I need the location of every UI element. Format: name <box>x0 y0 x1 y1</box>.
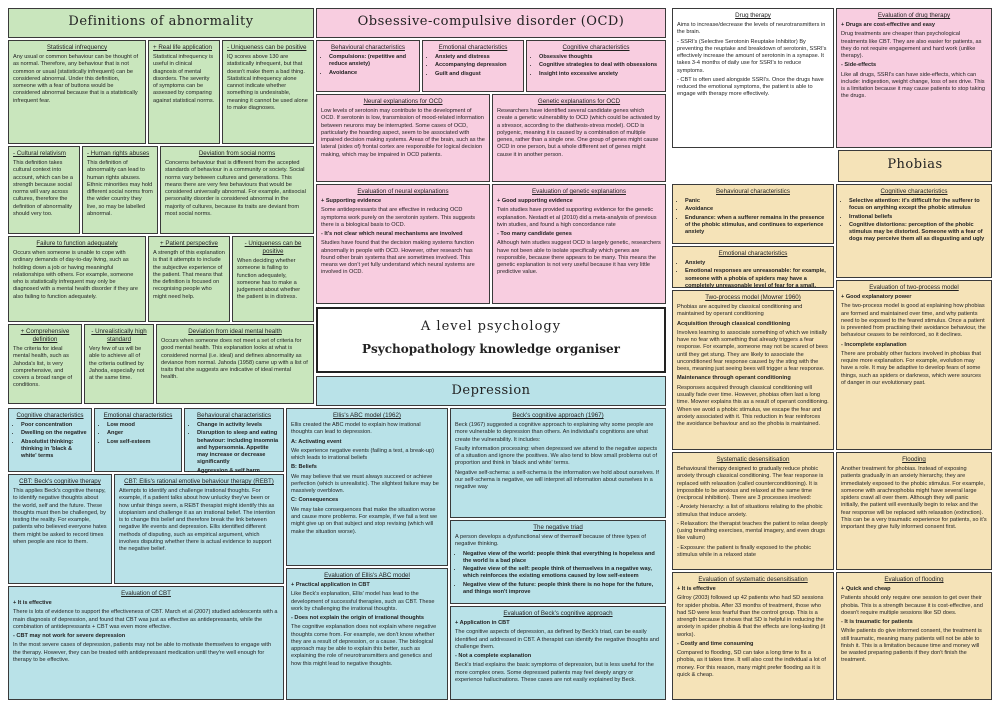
box-subheading: - Does not explain the origin of irrational thoughts <box>291 615 425 622</box>
box-subheading: + It is effective <box>677 586 716 593</box>
ellis-abc-box <box>286 408 448 566</box>
box-heading: + Comprehensive definition <box>20 328 70 344</box>
box-subheading: + Drugs are cost-effective and easy <box>841 22 936 29</box>
list-item: • Low self-esteem <box>107 439 177 446</box>
comprehensive-definition-box <box>8 324 82 404</box>
box-text: - Anxiety hierarchy: a list of situations relating to the phobic stimulus that induce anxiety. <box>677 504 823 518</box>
box-text: While patients do give informed consent, the treatment is still traumatic, meaning many patients will not be able to finish it. This is a limitation because time and money will be wasted preparing patients if they don't finish the treatment. <box>841 628 982 664</box>
ocd-emotional-box <box>422 40 524 92</box>
box-heading: Evaluation of CBT <box>121 590 171 597</box>
box-text: - Relaxation: the therapist teaches the patient to relax deeply (using breathing exercises, mental imagery, and even drugs like valium) <box>677 520 828 542</box>
list-item: • Selective attention: it's difficult for the sufferer to focus on anything except the phobic stimulus <box>849 198 987 213</box>
list-item: • Low mood <box>107 422 177 429</box>
eval-systematic-desensitisation-box <box>672 572 834 700</box>
box-text: - SSRI's (Selective Serotonin Reuptake Inhibitor) By preventing the reuptake and breakdown of serotonin, SSRI's effectively increase the amount of serotonin in a synapse. It takes 3-4 months of daily use for SSRI's to reduce symptoms. <box>677 38 827 74</box>
box-text: Any usual or common behaviour can be thought of as normal. Therefore, any behaviour that is not common or usual (statistically infrequent) can be considered abnormal. Under this definition, someone with a fear of buttons would be considered abnormal because that is a statistically infrequent fear. <box>13 54 139 104</box>
box-heading: Beck's cognitive approach (1967) <box>512 412 604 419</box>
box-text: The two-process model is good at explaining how phobias are formed and maintained over time, and why patients need to be exposed to the feared stimulus. Once a patient is prevented from practising their avoidance behaviour, the behaviour ceases to be reinforced, so it declines. <box>841 303 986 339</box>
box-subheading: - Side-effects <box>841 62 877 69</box>
box-text: The cognitive explanation does not explain where negative thoughts come from. For example, we don't know whether they are a result of depression, or a cause. The biological approach may be able to explain this better, such as explaining the role of neurotransmitters and genetics and how this might lead to negative thoughts. <box>291 624 437 667</box>
list-item: • Irrational beliefs <box>849 214 987 221</box>
eval-drug-therapy-box <box>836 8 992 148</box>
box-text: Faulty information processing: when depressed we attend to the negative aspects of a situation and ignore the positives. We also tend to blow small problems out of proportion and think in 'black and white' terms. <box>455 445 658 467</box>
box-heading: - Cultural relativism <box>13 150 66 157</box>
box-subheading: + Quick and cheap <box>841 586 891 593</box>
ocd-cognitive-box <box>526 40 666 92</box>
depression-emotional-box <box>94 408 182 472</box>
uniqueness-positive-box <box>222 40 314 144</box>
box-text: Involves learning to associate something of which we initially have no fear with something that already triggers a fear response. For example, someone may not be scared of bees until they get stung. They are likely to associate the unconditioned fear response caused by the sting with the bees, meaning just seeing bees will trigger a fear response. <box>677 329 828 373</box>
box-subheading: Acquisition through classical conditioning <box>677 320 791 327</box>
box-heading: Evaluation of genetic explanations <box>532 188 626 195</box>
box-heading: Evaluation of Ellis's ABC model <box>324 572 410 579</box>
uniqueness-positive-2-box <box>232 236 314 322</box>
box-text: Negative self-schema: a self-schema is the information we hold about ourselves. If our self-schema is negative, we will interpret all information about ourselves in a negative way <box>455 469 659 491</box>
list-item: • Avoidance <box>685 206 829 213</box>
box-text: We may believe that we must always succeed or achieve perfection (which is unrealistic). The slightest failure may be massively overblown. <box>291 473 439 495</box>
box-text: Ellis created the ABC model to explain how irrational thoughts can lead to depression. <box>291 422 421 436</box>
list-item: • Cognitive strategies to deal with obsessions <box>539 62 661 69</box>
box-subheading: A: Activating event <box>291 438 342 445</box>
eval-beck-box <box>450 606 666 700</box>
box-subheading: - CBT may not work for severe depression <box>13 633 126 640</box>
eval-ellis-abc-box <box>286 568 448 700</box>
box-heading: Behavioural characteristics <box>716 188 790 195</box>
box-text: Compared to flooding, SD can take a long time to fix a phobia, as it takes time. It will also cost the individual a lot of money. For this reason, many might prefer flooding as it is quick & cheap. <box>677 650 826 678</box>
phobias-title: Phobias <box>887 157 943 172</box>
box-text: Beck (1967) suggested a cognitive approach to explaining why some people are more vulnerable to depression than others. An individual's cognitions are what create the vulnerability. It includes: <box>455 422 654 443</box>
list-item: • Negative view of the future: people think there is no hope for the future, and things won't improve <box>463 582 661 597</box>
list-item: • Disruption to sleep and eating behaviour: including insomnia and hypersomnia. Appetite may increase or decrease significantly <box>197 430 279 466</box>
box-heading: + Patient perspective <box>160 240 218 247</box>
depression-cognitive-box <box>8 408 92 472</box>
box-text: Drug treatments are cheaper than psychological treatments like CBT. They are also easier for patients, as they do not require engagement and hard work (unlike therapy). <box>841 31 982 60</box>
phobia-cognitive-box <box>836 184 992 278</box>
box-heading: Deviation from ideal mental health <box>188 328 282 335</box>
box-text: This definition takes cultural context into account, which can be a strength because social norms will vary across cultures, therefore the definition of abnormality should very too. <box>13 160 74 217</box>
genetic-explanations-box <box>492 94 666 182</box>
box-heading: Ellis's ABC model (1962) <box>333 412 401 419</box>
box-heading: Statistical infrequency <box>46 44 108 51</box>
cbt-rebt-box <box>114 474 284 584</box>
box-heading: - Unrealistically high standard <box>91 328 147 344</box>
box-text: Occurs when someone is unable to cope with ordinary demands of day-to-day living, such as holding down a job or having meaningful relationships with others. For example, someone who is statistically infrequent may only be diagnosed with a mental health disorder if they are also failing to function adequately. <box>13 250 139 300</box>
box-text: We may take consequences that make the situation worse and cause more problems. For example, if we fail a test we might give up on that subject and stop revising (which will make the situation worse). <box>291 506 438 535</box>
box-heading: Evaluation of drug therapy <box>877 12 951 19</box>
eval-neural-box <box>316 184 490 304</box>
box-text: There is lots of evidence to support the effectiveness of CBT. March et al (2007) studied adolescents with a main diagnosis of depression, and found that CBT was just as effective as antidepressants, while the combination of antidepressants + CBT was even more effective. <box>13 609 278 630</box>
human-rights-box <box>82 146 158 234</box>
list-item: • Panic <box>685 198 829 205</box>
box-subheading: - Costly and time consuming <box>677 640 754 647</box>
box-heading: CBT: Ellis's rational emotive behaviour therapy (REBT) <box>124 478 274 485</box>
deviation-social-norms-box <box>160 146 314 234</box>
box-heading: CBT: Beck's cognitive therapy <box>19 478 101 485</box>
box-heading: Evaluation of Beck's cognitive approach <box>503 610 613 617</box>
list-item: • Compulsions: (repetitive and reduce anxiety) <box>329 54 415 69</box>
box-subheading: + Good explanatory power <box>841 294 912 301</box>
box-text: Another treatment for phobias. Instead of exposing patients gradually in an anxiety hierarchy, they are immediately exposed to the phobic stimulus. For example, someone with arachnophobia might have several large spiders crawl all over them. Although they will panic initially, the patient will eventually begin to relax and the fear response will be replaced with relaxation (extinction). This can be a very traumatic experience for patients, so it's important they give fully informed consent first. <box>841 466 987 531</box>
box-heading: Genetic explanations for OCD <box>537 98 621 105</box>
eval-flooding-box <box>836 572 992 700</box>
box-text: This applies Beck's cognitive therapy, to identify negative thoughts about the world, self and the future. These thoughts must then be challenged, by testing the reality. For example, patients who believed everyone hates them might be asked to record times when people are nice to them. <box>13 488 107 545</box>
box-text: In the most severe cases of depression, patients may not be able to motivate themselves to engage with the therapy. However, they can be treated with antidepressant medication until they're well enough for therapy to be effective. <box>13 642 272 663</box>
list-item: • Insight into excessive anxiety <box>539 71 661 78</box>
statistical-infrequency-box <box>8 40 146 144</box>
box-subheading: B: Beliefs <box>291 464 317 471</box>
box-heading: Emotional characteristics <box>438 44 508 51</box>
list-item: • Negative view of the self: people think of themselves in a negative way, which reinforces the existing emotions caused by low self-esteem <box>463 566 661 581</box>
list-item: • Anger <box>107 430 177 437</box>
box-text: Researchers have identified several candidate genes which create a genetic vulnerability to OCD (which could be activated by a stressor, according to the diathesis-stress model). OCD is polygenic, meaning it is caused by a combination of multiple genes, rather than a single one. One group of genes might cause OCD in one person, but a whole different set of genes might cause it in another person. <box>497 108 660 158</box>
box-text: Aims to increase/decrease the levels of neurotransmitters in the brain. <box>677 22 826 36</box>
drug-therapy-box <box>672 8 834 148</box>
flooding-box <box>836 452 992 570</box>
box-text: The cognitive aspects of depression, as defined by Beck's triad, can be easily identified and addressed in CBT. A therapist can identify the negative thoughts and challenge them. <box>455 629 659 650</box>
abnormality-title: Definitions of abnormality <box>68 14 254 29</box>
unrealistic-standard-box <box>84 324 154 404</box>
list-item: • Guilt and disgust <box>435 71 519 78</box>
box-heading: Cognitive characteristics <box>562 44 630 51</box>
box-text: A person develops a dysfunctional view of themself because of three types of negative thinking. <box>455 534 646 548</box>
box-heading: Neural explanations for OCD <box>363 98 443 105</box>
negative-triad-box <box>450 520 666 604</box>
box-text: Behavioural therapy designed to gradually reduce phobic anxiety through classical conditioning. The fear response is replaced with relaxation (called counterconditioning). It is impossible to be anxious and relaxed at the same time (reciprocal inhibition). There are 3 processes involved: <box>677 466 824 502</box>
box-text: A strength of this explanation is that it attempts to include the subjective experience of the patient. That means that the definition is focused on recognising people who might need help. <box>153 250 225 300</box>
box-heading: Drug therapy <box>735 12 771 19</box>
main-title: A level psychology <box>420 319 562 334</box>
ideal-mental-health-box <box>156 324 314 404</box>
box-text: There are probably other factors involved in phobias that require more explanation. For example, evolution may have a role. It may be adaptive to develop fears of some things, such as spiders or darkness, which were sources of danger in our evolutionary past. <box>841 350 981 386</box>
box-heading: Evaluation of flooding <box>884 576 944 583</box>
list-item: • Avoidance <box>329 70 415 77</box>
list-item: • Obsessive thoughts <box>539 54 661 61</box>
list-item: • Dwelling on the negative <box>21 430 87 437</box>
box-subheading: + Application in CBT <box>455 620 510 627</box>
box-text: Concerns behaviour that is different from the accepted standards of behaviour in a community or society. Social norms vary between cultures and generations. This means there are very few behaviours that would be considered universally abnormal. For example, antisocial personality disorder is considered abnormal in the majority of cultures, because its traits are deviant from most social norms. <box>165 160 306 217</box>
box-heading: Cognitive characteristics <box>880 188 948 195</box>
box-subheading: + Supporting evidence <box>321 198 382 205</box>
depression-behavioural-box <box>184 408 284 472</box>
eval-genetic-box <box>492 184 666 304</box>
list-item: • Anxiety <box>685 260 829 267</box>
box-heading: + Real life application <box>153 44 212 51</box>
box-subheading: - It is traumatic for patients <box>841 619 913 626</box>
box-text: When deciding whether someone is failing to function adequately, someone has to make a judgement about whether the patient is in distress. <box>237 258 301 301</box>
cbt-beck-box <box>8 474 112 584</box>
box-heading: Behavioural characteristics <box>197 412 271 419</box>
neural-explanations-box <box>316 94 490 182</box>
systematic-desensitisation-box <box>672 452 834 570</box>
box-text: Very few of us will be able to achieve all of the criteria outlined by Jahoda, especially not at the same time. <box>89 346 145 382</box>
box-text: Beck's triad explains the basic symptoms of depression, but is less useful for the more complex ones. Some depressed patients may feel deeply angry or experience hallucinations. These cases are not easily explained by Beck. <box>455 662 654 683</box>
box-text: - Exposure: the patient is finally exposed to the phobic stimulus while in a relaxed state <box>677 544 812 558</box>
depression-title: Depression <box>451 383 531 398</box>
phobia-emotional-box <box>672 246 834 288</box>
box-text: IQ scores above 130 are statistically infrequent, but that doesn't make them a bad thing. Statistical infrequency alone cannot indicate whether something is undesirable, meaning it cannot be used alone to make diagnoses. <box>227 54 308 111</box>
list-item: • Accompanying depression <box>435 62 519 69</box>
box-heading: Emotional characteristics <box>718 250 788 257</box>
list-item: • Endurance: when a sufferer remains in the presence of the phobic stimulus, and continues to experience anxiety <box>685 215 829 237</box>
box-heading: Deviation from social norms <box>198 150 276 157</box>
box-text: Like all drugs, SSRI's can have side-effects, which can include: indigestion, weight change, loss of sex drive. This is a limitation because it may cause patients to stop taking the drugs. <box>841 71 985 100</box>
box-subheading: + Good supporting evidence <box>497 198 573 205</box>
list-item: • Change in activity levels <box>197 422 279 429</box>
box-subheading: C: Consequences <box>291 497 339 504</box>
box-heading: Cognitive characteristics <box>16 412 84 419</box>
box-subheading: - Too many candidate genes <box>497 231 572 238</box>
box-subheading: - Incomplete explanation <box>841 341 907 348</box>
box-heading: Failure to function adequately <box>36 240 118 247</box>
box-subheading: + Practical application in CBT <box>291 582 370 589</box>
main-title-box <box>316 307 666 373</box>
eval-two-process-box <box>836 280 992 450</box>
box-text: Phobias are acquired by classical conditioning and maintained by operant conditioning <box>677 304 803 318</box>
box-text: Attempts to identify and challenge irrational thoughts. For example, if a patient talks about how unlucky they've been or how unfair things seem, a REBT therapist might identify this as utopianism and challenge it as an irrational belief. The intention is to change this belief and therefore break the link between negative life events and depression. Ellis identified different methods of disputing, such as empirical argument, which involves disputing whether there is actual evidence to support the negative belief. <box>119 488 276 553</box>
two-process-model-box <box>672 290 834 450</box>
list-item: • Negative view of the world: people think that everything is hopeless and the world is a bad place <box>463 551 661 566</box>
box-heading: - Human rights abuses <box>87 150 150 157</box>
list-item: • Absolutist thinking: thinking in 'black & white' terms <box>21 439 87 461</box>
box-heading: - Uniqueness can be positive <box>227 44 307 51</box>
box-heading: Evaluation of systematic desensitisation <box>698 576 808 583</box>
main-subtitle: Psychopathology knowledge organiser <box>362 342 620 356</box>
patient-perspective-box <box>148 236 230 322</box>
box-heading: Evaluation of two-process model <box>869 284 959 291</box>
box-heading: - Uniqueness can be positive <box>244 240 302 256</box>
ocd-behavioural-box <box>316 40 420 92</box>
box-heading: Emotional characteristics <box>103 412 173 419</box>
list-item: • Aggression & self harm <box>197 468 279 475</box>
box-text: This definition of abnormality can lead to human rights abuses. Ethnic minorities may hold different social norms from the wider country they live, so may be labelled abnormal. <box>87 160 153 217</box>
box-text: We experience negative events (failing a test, a break-up) which leads to irrational beliefs <box>291 447 434 462</box>
list-item: • Anxiety and distress <box>435 54 519 61</box>
box-text: Like Beck's explanation, Ellis' model has lead to the development of successful therapies, such as CBT. These work by challenging the irrational thoughts. <box>291 591 435 612</box>
real-life-application-box <box>148 40 220 144</box>
box-heading: Behavioural characteristics <box>331 44 405 51</box>
box-text: Statistical infrequency is useful in clinical diagnosis of mental disorders. The severity of symptoms can be assessed by comparing against statistical norms. <box>153 54 215 104</box>
box-heading: Two-process model (Mowrer 1960) <box>705 294 801 301</box>
box-text: Gilroy (2003) followed up 42 patients who had SD sessions for spider phobia. After 33 months of treatment, those who had SD were less fearful than the control group. This is a strength because it shows that SD is helpful in reducing the anxiety in spider phobia & that the effects are long-lasting (it works). <box>677 595 826 638</box>
box-text: Low levels of serotonin may contribute to the development of OCD. If serotonin is low, transmission of mood-related information between neurons may be interrupted. Some cases of OCD, particularly the hoarding aspect, seem to be associated with impaired decision making systems. Areas of the brain, such as the lateral (sides of) frontal cortex are responsible for logical decision making, which may be impaired in OCD patients. <box>321 108 485 158</box>
box-text: Some antidepressants that are effective in reducing OCD symptoms work purely on the serotonin system. This suggests there is a biological basis to OCD. <box>321 207 476 228</box>
box-heading: Systematic desensitisation <box>716 456 790 463</box>
cultural-relativism-box <box>8 146 80 234</box>
box-text: Responses acquired through classical conditioning will usually fade over time. However, phobias often last a long time. Mowrer explains this as a result of operant conditioning. When we avoid a phobic stimulus, we escape the fear and anxiety associated with it. This reduction in fear reinforces the avoidance behaviour and so the phobia is maintained. <box>677 384 829 428</box>
eval-cbt-box <box>8 586 284 700</box>
box-subheading: - It's not clear which neural mechanisms are involved <box>321 231 463 238</box>
box-subheading: Maintenance through operant conditioning <box>677 375 791 382</box>
box-subheading: - Not a complete explanation <box>455 653 532 660</box>
list-item: • Cognitive distortions: perception of the phobic stimulus may be distorted. Someone with a fear of dogs may perceive them all as disgusting and ugly <box>849 222 987 244</box>
box-heading: Evaluation of neural explanations <box>357 188 449 195</box>
phobia-behavioural-box <box>672 184 834 244</box>
beck-cognitive-box <box>450 408 666 518</box>
box-text: Occurs when someone does not meet a set of criteria for good mental health. This explanation looks at what is considered normal (i.e. ideal) and defines abnormality as deviance from normal. Jahoda (1958) came up with a list of traits that she suggests are indicative of ideal mental health. <box>161 338 308 381</box>
box-text: Twin studies have provided supporting evidence for the genetic explanation. Nestadt et al (2010) did a meta-analysis of previous twin studies, and found a high concordance rate <box>497 207 657 228</box>
box-text: Although twin studies suggest OCD is largely genetic, researchers have not been able to isolate specifically which genes are responsible, because there appears to be many. This means the genetic explanation is not very useful because it has very little predictive value. <box>497 240 661 276</box>
box-text: Studies have found that the decision making systems function abnormally in people with OCD. However, other research has found other brain systems that are sometimes involved. This means we don't yet fully understand which neural systems are involved in OCD. <box>321 240 475 276</box>
box-heading: The negative triad <box>533 524 583 531</box>
list-item: • Emotional responses are unreasonable: for example, someone with a phobia of spiders may have a completely unreasonable level of fear for a small, <box>685 268 829 297</box>
box-text: Patients should only require one session to get over their phobia. This is a strength because it is cost-effective, and doesn't require multiple sessions like SD does. <box>841 595 983 616</box>
ocd-title: Obsessive-compulsive disorder (OCD) <box>357 14 625 29</box>
failure-to-function-box <box>8 236 146 322</box>
list-item: • Poor concentration <box>21 422 87 429</box>
box-text: - CBT is often used alongside SSRI's. Once the drugs have reduced the emotional symptoms, the patient is able to engage with therapy more effectively. <box>677 76 824 98</box>
box-heading: Flooding <box>902 456 926 463</box>
box-subheading: + It is effective <box>13 600 52 607</box>
box-text: The criteria for ideal mental health, such as Jahoda's list, is very comprehensive, and covers a broad range of conditions. <box>13 346 73 389</box>
